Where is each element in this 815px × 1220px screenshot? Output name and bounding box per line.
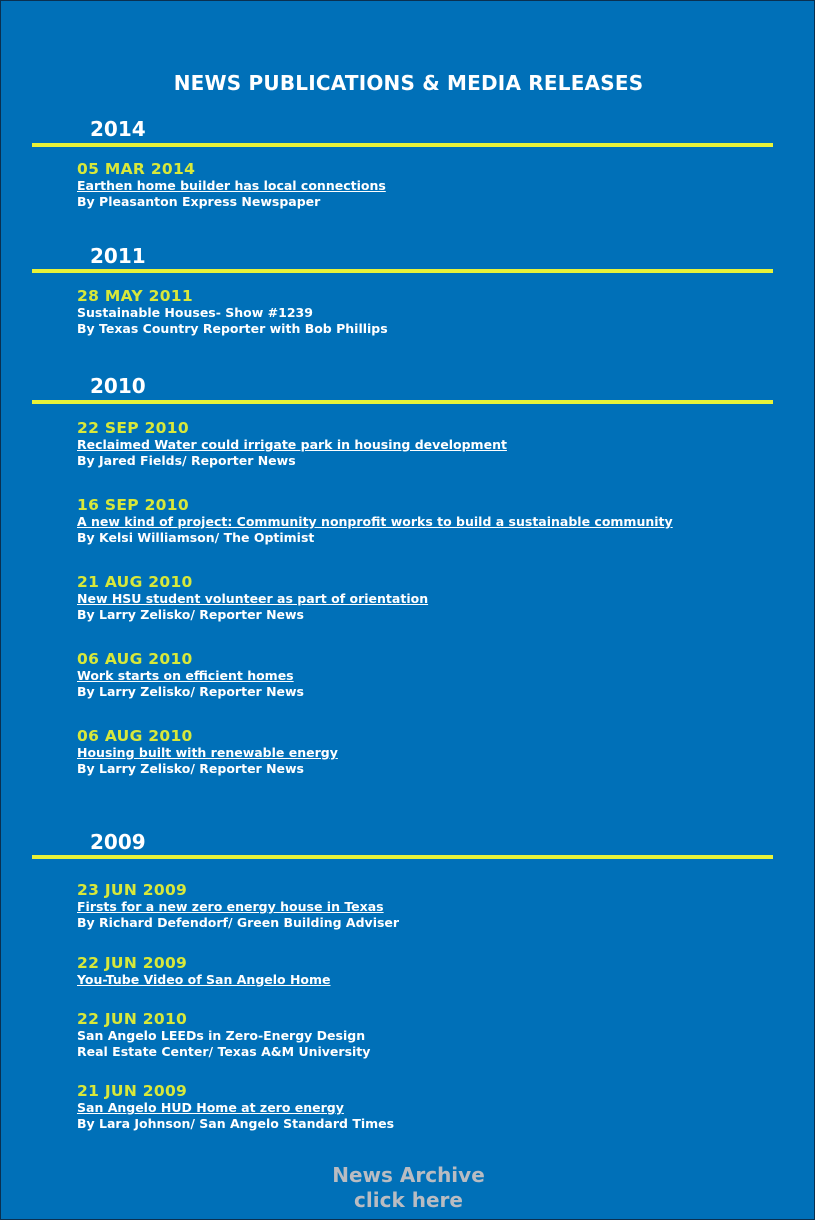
article-link[interactable]: Earthen home builder has local connections — [77, 178, 386, 193]
section-divider — [32, 400, 773, 404]
entry-byline: By Larry Zelisko/ Reporter News — [77, 761, 304, 776]
entry-byline: By Larry Zelisko/ Reporter News — [77, 607, 304, 622]
article-link[interactable]: Firsts for a new zero energy house in Texas — [77, 899, 384, 914]
entry-byline: By Richard Defendorf/ Green Building Adviser — [77, 915, 400, 930]
section-divider — [32, 143, 773, 147]
news-entry — [77, 160, 797, 210]
news-archive-link[interactable] — [1, 1163, 815, 1213]
news-entry — [77, 419, 797, 469]
section-divider — [32, 855, 773, 859]
video-link[interactable]: You-Tube Video of San Angelo Home — [77, 972, 331, 987]
entry-byline: By Jared Fields/ Reporter News — [77, 453, 296, 468]
archive-click-here: click here — [354, 1188, 463, 1212]
year-heading-2011: 2011 — [90, 244, 146, 268]
year-heading-2009: 2009 — [90, 830, 146, 854]
news-entry — [77, 1010, 797, 1060]
entry-date: 22 JUN 2009 — [77, 954, 188, 972]
year-heading-2010: 2010 — [90, 374, 146, 398]
article-link[interactable]: Reclaimed Water could irrigate park in housing development — [77, 437, 507, 452]
entry-date: 28 MAY 2011 — [77, 287, 193, 305]
entry-title: San Angelo LEEDs in Zero-Energy Design — [77, 1028, 366, 1043]
section-divider — [32, 269, 773, 273]
entry-byline: By Texas Country Reporter with Bob Phillips — [77, 321, 388, 336]
news-entry — [77, 496, 797, 546]
entry-byline: Real Estate Center/ Texas A&M University — [77, 1044, 371, 1059]
entry-byline: By Pleasanton Express Newspaper — [77, 194, 321, 209]
entry-byline: By Larry Zelisko/ Reporter News — [77, 684, 304, 699]
archive-label: News Archive — [332, 1163, 485, 1187]
entry-date: 16 SEP 2010 — [77, 496, 189, 514]
entry-date: 21 AUG 2010 — [77, 573, 193, 591]
year-heading-2014: 2014 — [90, 117, 146, 141]
article-link[interactable]: Housing built with renewable energy — [77, 745, 338, 760]
news-entry — [77, 573, 797, 623]
news-entry — [77, 881, 797, 931]
entry-date: 21 JUN 2009 — [77, 1082, 188, 1100]
news-entry — [77, 1082, 797, 1132]
news-entry — [77, 954, 797, 988]
news-entry — [77, 287, 797, 337]
entry-byline: By Kelsi Williamson/ The Optimist — [77, 530, 315, 545]
entry-date: 06 AUG 2010 — [77, 650, 193, 668]
article-link[interactable]: A new kind of project: Community nonprofit works to build a sustainable community — [77, 514, 673, 529]
entry-date: 06 AUG 2010 — [77, 727, 193, 745]
entry-date: 22 JUN 2010 — [77, 1010, 188, 1028]
entry-date: 23 JUN 2009 — [77, 881, 188, 899]
entry-date: 05 MAR 2014 — [77, 160, 196, 178]
entry-byline: By Lara Johnson/ San Angelo Standard Times — [77, 1116, 395, 1131]
page-title: NEWS PUBLICATIONS & MEDIA RELEASES — [173, 71, 644, 95]
entry-title: Sustainable Houses- Show #1239 — [77, 305, 313, 320]
article-link[interactable]: San Angelo HUD Home at zero energy — [77, 1100, 344, 1115]
article-link[interactable]: New HSU student volunteer as part of orientation — [77, 591, 429, 606]
article-link[interactable]: Work starts on efficient homes — [77, 668, 294, 683]
news-entry — [77, 727, 797, 777]
news-entry — [77, 650, 797, 700]
entry-date: 22 SEP 2010 — [77, 419, 189, 437]
